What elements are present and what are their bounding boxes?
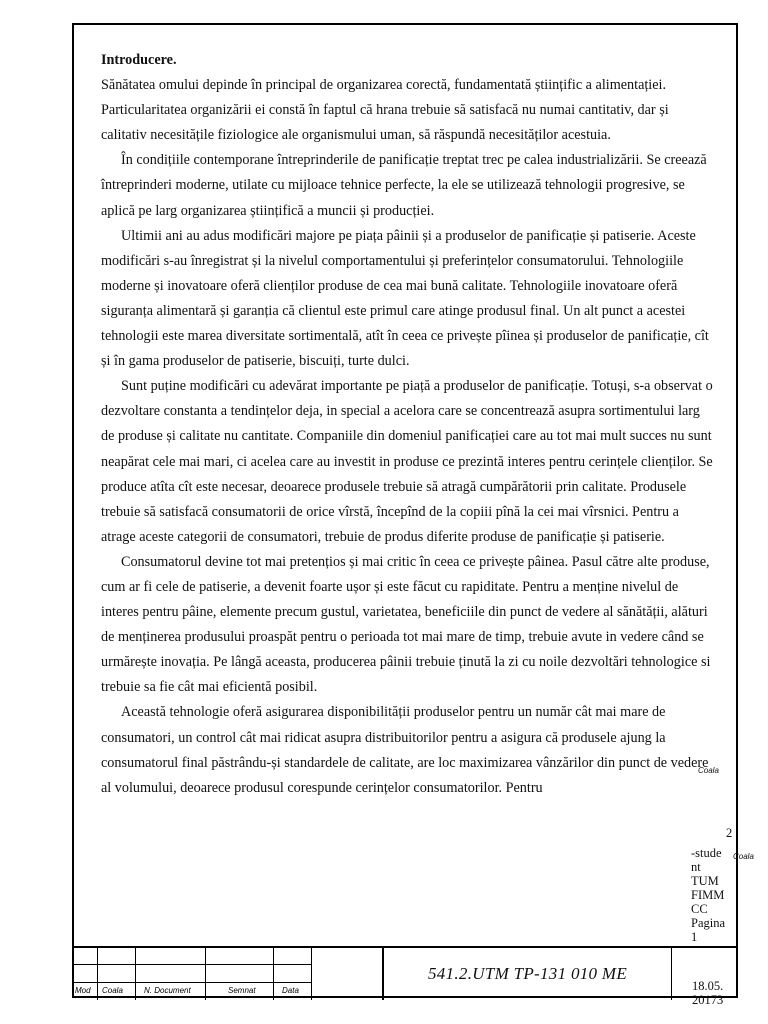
stamp-label-data: Data	[282, 986, 299, 995]
coala-label: Coala	[698, 766, 719, 775]
stamp-label-semnat: Semnat	[228, 986, 256, 995]
stamp-label-coala: Coala	[102, 986, 123, 995]
title-block	[72, 946, 738, 1007]
paragraph: Ultimii ani au adus modificări majore pe piața pâinii și a produselor de panificație și patiserie. Aceste modificări s-au înregistrat și la nivelul comportamentului și preferințelor consumatorului. Tehnologiile moderne și inovatoare oferă clienților produse de cea mai bună calitate. Tehnologiile inovatoare oferă siguranța alimentară și garanția că clientul este primul care atinge produsul final. Un alt punct a acestei tehnologii este marea diversitate sortimentală, atît în ceea ce privește pîinea și produselor de panificație, cît și în gama produselor de patiserie, biscuiți, turte dulci.	[101, 227, 709, 370]
document-code: 541.2.UTM TP-131 010 ME	[382, 948, 672, 1000]
side-line: TUM	[691, 874, 719, 888]
side-line: -stude	[691, 846, 722, 860]
stamp-label-mod: Mod	[75, 986, 91, 995]
paragraph: În condițiile contemporane întreprinderile de panificație treptat trec pe calea industrializării. Se creează întreprinderi moderne, utilate cu mijloace tehnice perfecte, la ele se utilizează tehnologii progresive, se aplică pe larg organizarea științifică a muncii și producției.	[101, 152, 707, 219]
page-number: 2	[726, 826, 733, 840]
side-line: Pagina	[691, 916, 726, 930]
side-line: CC	[691, 902, 708, 916]
document-body	[101, 48, 713, 801]
paragraph: Consumatorul devine tot mai pretențios și mai critic în ceea ce privește pâinea. Pasul către alte produse, cum ar fi cele de patiserie, a devenit foarte ușor și este făcut cu rapiditate. Pentru a menține nivelul de interes pentru pâine, elemente precum gustul, varietatea, beneficiile din punct de vedere al sănătății, alături de menținerea produsului proaspăt pentru o perioada tot mai mare de timp, trebuie avute in vedere când se urmărește inovația. Pe lângă aceasta, producerea pâinii trebuie ținută la zi cu noile dezvoltări tehnologice si trebuie sa fie cât mai eficientă posibil.	[101, 553, 711, 696]
coala-label: Coala	[733, 852, 754, 861]
side-note	[691, 846, 725, 944]
side-line: FIMM	[691, 888, 725, 902]
section-heading: Introducere.	[101, 52, 177, 68]
date-line: 18.05.	[692, 979, 724, 993]
paragraph: Sunt puține modificări cu adevărat importante pe piață a produselor de panificație. Totuși, s-a observat o dezvoltare constanta a tendințelor deja, in special a acelora care se concentrează asupra sortimentului larg de produse și calitate nu cantitate. Companiile din domeniul panificației care au tot mai mult succes nu sunt neapărat cele mai mari, ci acelea care au investit in produse ce prezintă interes pentru cerințele clienților. Se produce atîta cît este necesar, deoarece produsele trebuie să atragă cumpărătorii prin calitate. Produsele trebuie să satisfacă consumatorii de orice vîrstă, începînd de la copiii pînă la cei mai vîrsnici. Pentru a atrage aceste categorii de consumatori, trebuie de produs diferite produse de panificație și patiserie.	[101, 378, 713, 545]
date-line: 20173	[692, 993, 724, 1007]
stamp-label-document: N. Document	[144, 986, 191, 995]
date-text	[692, 979, 723, 1007]
paragraph: Sănătatea omului depinde în principal de organizarea corectă, fundamentată științific a alimentației. Particularitatea organizării ei constă în faptul că hrana trebuie să satisfacă nu numai cantitativ, dar și calitativ necesitățile fiziologice ale organismului uman, să răspundă necesităților acestuia.	[101, 77, 669, 144]
side-line: nt	[691, 860, 701, 874]
paragraph: Această tehnologie oferă asigurarea disponibilității produselor pentru un număr cât mai mare de consumatori, un control cât mai ridicat asupra distribuitorilor pentru a asigura că produsele ajung la consumatorul final păstrându-și standardele de calitate, are loc maximizarea vânzărilor din punct de vedere al volumului, deoarece produsul corespunde cerințelor consumatorilor. Pentru	[101, 704, 709, 796]
side-line: 1	[691, 930, 698, 944]
